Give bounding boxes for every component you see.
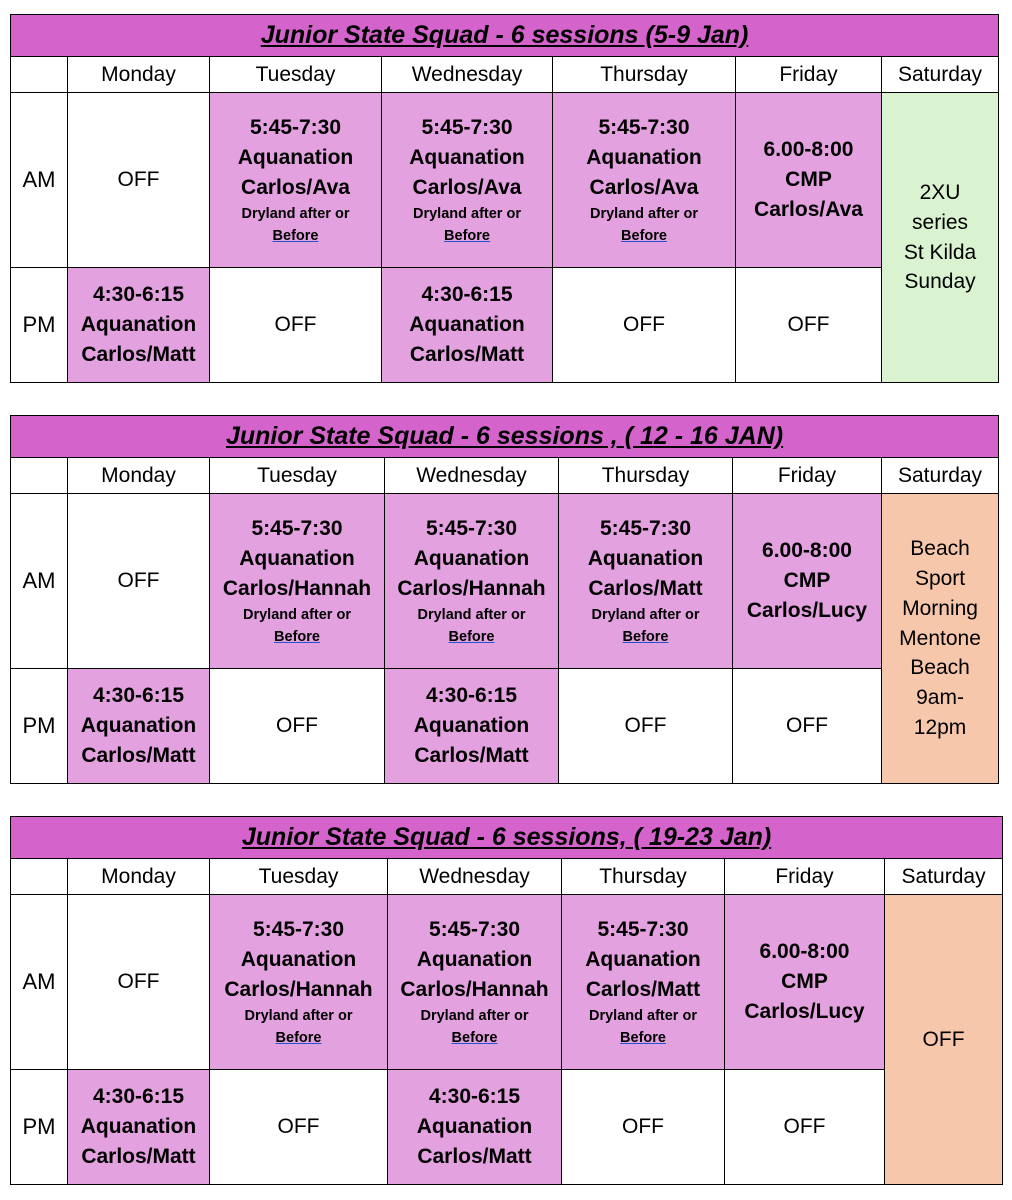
week-title: Junior State Squad - 6 sessions, ( 19-23 Jan) (11, 817, 1003, 859)
week-3-schedule (10, 816, 1003, 1185)
cell-tuesday-pm: OFF (210, 268, 382, 383)
cell-thursday-am (553, 93, 736, 268)
cell-wednesday-am (388, 895, 562, 1070)
session-time: 5:45-7:30 (249, 116, 342, 139)
session-coaches: Carlos/Ava (412, 176, 522, 199)
cell-wednesday-pm (382, 268, 553, 383)
header-saturday: Saturday (885, 859, 1003, 895)
session-venue: Aquanation (240, 948, 357, 971)
cell-tuesday-pm: OFF (210, 669, 385, 784)
session-time: 4:30-6:15 (425, 684, 518, 707)
cell-friday-am (725, 895, 885, 1070)
before-link[interactable]: Before (622, 629, 669, 645)
session-coaches: Carlos/Ava (754, 198, 863, 221)
session-venue: Aquanation (80, 714, 197, 737)
session-time: 4:30-6:15 (92, 684, 185, 707)
dryland-note: Dryland after or (413, 206, 521, 222)
header-tuesday: Tuesday (210, 859, 388, 895)
header-wednesday: Wednesday (388, 859, 562, 895)
week-title: Junior State Squad - 6 sessions , ( 12 - 16 JAN) (11, 416, 999, 458)
before-link[interactable]: Before (621, 228, 667, 244)
dryland-note: Dryland after or (417, 607, 526, 623)
before-link[interactable]: Before (275, 1030, 322, 1046)
session-coaches: Carlos/Matt (81, 343, 196, 366)
session-coaches: Carlos/Lucy (746, 599, 868, 622)
session-venue: Aquanation (416, 1115, 533, 1138)
session-time: 4:30-6:15 (92, 283, 185, 306)
session-venue: Aquanation (237, 146, 354, 169)
session-venue: Aquanation (587, 547, 704, 570)
cell-thursday-am (562, 895, 725, 1070)
header-saturday: Saturday (882, 458, 999, 494)
cell-saturday (882, 93, 999, 383)
cell-monday-am: OFF (68, 494, 210, 669)
session-time: 5:45-7:30 (597, 918, 689, 941)
session-time: 5:45-7:30 (421, 116, 513, 139)
cell-thursday-pm: OFF (553, 268, 736, 383)
session-venue: Aquanation (409, 146, 525, 169)
header-friday: Friday (725, 859, 885, 895)
saturday-line: OFF (922, 1027, 965, 1051)
cell-friday-pm: OFF (736, 268, 882, 383)
header-thursday: Thursday (559, 458, 733, 494)
saturday-line: Sport (914, 566, 966, 590)
session-venue: CMP (783, 569, 831, 592)
header-friday: Friday (736, 57, 882, 93)
session-venue: Aquanation (239, 547, 355, 570)
session-venue: Aquanation (585, 948, 701, 971)
week-2-schedule (10, 415, 999, 784)
session-venue: Aquanation (80, 313, 197, 336)
header-tuesday: Tuesday (210, 458, 385, 494)
session-time: 4:30-6:15 (92, 1085, 185, 1108)
header-tuesday: Tuesday (210, 57, 382, 93)
session-time: 6.00-8:00 (759, 940, 850, 963)
dryland-note: Dryland after or (590, 206, 698, 222)
before-link[interactable]: Before (444, 228, 490, 244)
header-monday: Monday (68, 57, 210, 93)
session-coaches: Carlos/Matt (417, 1145, 532, 1168)
cell-monday-pm (68, 268, 210, 383)
header-thursday: Thursday (553, 57, 736, 93)
header-saturday: Saturday (882, 57, 999, 93)
before-link[interactable]: Before (451, 1030, 498, 1046)
cell-thursday-pm: OFF (559, 669, 733, 784)
cell-wednesday-pm (385, 669, 559, 784)
session-venue: Aquanation (586, 146, 702, 169)
header-blank (11, 458, 68, 494)
cell-tuesday-pm: OFF (210, 1070, 388, 1185)
cell-tuesday-am (210, 93, 382, 268)
session-coaches: Carlos/Lucy (744, 1000, 865, 1023)
cell-tuesday-am (210, 895, 388, 1070)
session-time: 4:30-6:15 (421, 283, 513, 306)
cell-thursday-pm: OFF (562, 1070, 725, 1185)
dryland-note: Dryland after or (243, 607, 351, 623)
session-time: 5:45-7:30 (428, 918, 521, 941)
saturday-line: St Kilda (903, 240, 977, 264)
session-coaches: Carlos/Hannah (397, 577, 546, 600)
week-1-schedule (10, 14, 999, 383)
row-label-pm: PM (11, 268, 68, 383)
session-time: 4:30-6:15 (428, 1085, 521, 1108)
saturday-line: Beach (910, 537, 970, 561)
saturday-line: series (912, 210, 969, 234)
session-coaches: Carlos/Hannah (224, 978, 373, 1001)
header-wednesday: Wednesday (385, 458, 559, 494)
cell-monday-am: OFF (68, 895, 210, 1070)
header-blank (11, 57, 68, 93)
session-venue: Aquanation (413, 714, 530, 737)
before-link[interactable]: Before (274, 629, 320, 645)
cell-wednesday-am (385, 494, 559, 669)
session-time: 5:45-7:30 (599, 517, 692, 540)
session-coaches: Carlos/Ava (589, 176, 699, 199)
cell-tuesday-am (210, 494, 385, 669)
saturday-line: Morning (902, 596, 978, 620)
cell-saturday (885, 895, 1003, 1185)
row-label-am: AM (11, 93, 68, 268)
cell-friday-am (736, 93, 882, 268)
saturday-line: 2XU (919, 180, 961, 204)
session-coaches: Carlos/Matt (409, 343, 525, 366)
saturday-line: 12pm (913, 716, 967, 740)
session-venue: Aquanation (413, 547, 530, 570)
session-time: 5:45-7:30 (598, 116, 690, 139)
before-link[interactable]: Before (620, 1030, 666, 1046)
cell-monday-pm (68, 669, 210, 784)
saturday-line: 9am- (916, 686, 964, 710)
dryland-note: Dryland after or (420, 1008, 529, 1024)
cell-thursday-am (559, 494, 733, 669)
header-thursday: Thursday (562, 859, 725, 895)
saturday-line: Beach (910, 656, 970, 680)
dryland-note: Dryland after or (244, 1008, 353, 1024)
session-venue: CMP (785, 168, 832, 191)
header-monday: Monday (68, 458, 210, 494)
session-venue: CMP (781, 970, 828, 993)
session-time: 6.00-8:00 (762, 539, 852, 562)
row-label-pm: PM (11, 669, 68, 784)
session-coaches: Carlos/Ava (241, 176, 350, 199)
saturday-line: Mentone (899, 626, 981, 650)
cell-friday-pm: OFF (733, 669, 882, 784)
dryland-note: Dryland after or (591, 607, 700, 623)
session-venue: Aquanation (409, 313, 525, 336)
session-time: 5:45-7:30 (252, 918, 345, 941)
before-link[interactable]: Before (448, 629, 495, 645)
session-coaches: Carlos/Matt (81, 1145, 196, 1168)
session-venue: Aquanation (80, 1115, 197, 1138)
session-coaches: Carlos/Matt (414, 744, 529, 767)
session-coaches: Carlos/Hannah (222, 577, 372, 600)
header-wednesday: Wednesday (382, 57, 553, 93)
cell-saturday (882, 494, 999, 784)
row-label-pm: PM (11, 1070, 68, 1185)
cell-monday-am: OFF (68, 93, 210, 268)
row-label-am: AM (11, 895, 68, 1070)
cell-monday-pm (68, 1070, 210, 1185)
cell-wednesday-am (382, 93, 553, 268)
session-coaches: Carlos/Matt (81, 744, 196, 767)
cell-wednesday-pm (388, 1070, 562, 1185)
row-label-am: AM (11, 494, 68, 669)
cell-friday-am (733, 494, 882, 669)
saturday-line: Sunday (904, 270, 976, 294)
session-venue: Aquanation (416, 948, 533, 971)
dryland-note: Dryland after or (589, 1008, 697, 1024)
header-monday: Monday (68, 859, 210, 895)
header-friday: Friday (733, 458, 882, 494)
dryland-note: Dryland after or (241, 206, 350, 222)
week-title: Junior State Squad - 6 sessions (5-9 Jan) (11, 15, 999, 57)
session-time: 6.00-8:00 (763, 138, 854, 161)
cell-friday-pm: OFF (725, 1070, 885, 1185)
session-time: 5:45-7:30 (251, 517, 343, 540)
before-link[interactable]: Before (272, 228, 319, 244)
header-blank (11, 859, 68, 895)
session-coaches: Carlos/Hannah (400, 978, 549, 1001)
session-coaches: Carlos/Matt (585, 978, 701, 1001)
session-coaches: Carlos/Matt (588, 577, 703, 600)
session-time: 5:45-7:30 (425, 517, 518, 540)
